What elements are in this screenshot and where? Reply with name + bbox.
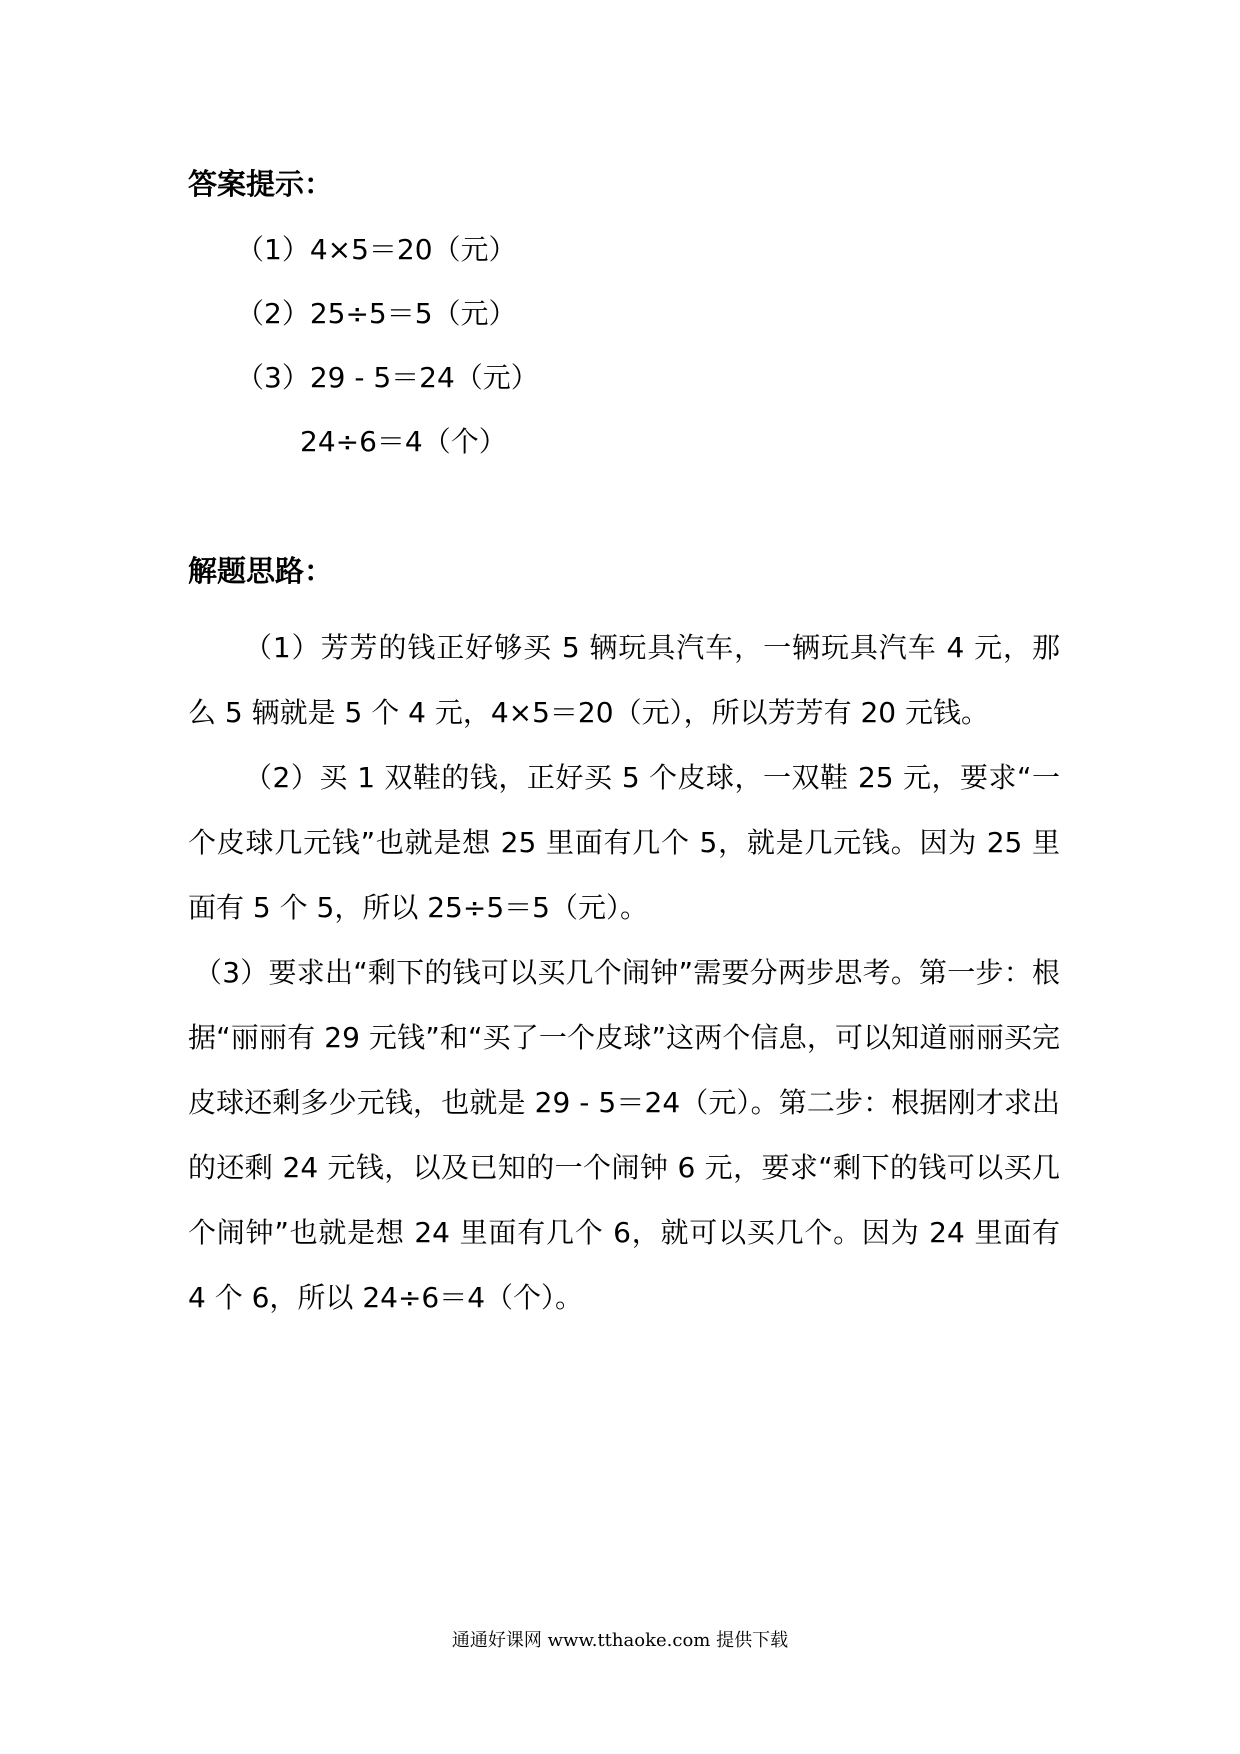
reasoning-heading: 解题思路： xyxy=(188,554,334,588)
reasoning-paragraph-3: （3）要求出“剩下的钱可以买几个闹钟”需要分两步思考。第一步：根据“丽丽有 29 元钱”和“买了一个皮球”这两个信息，可以知道丽丽买完皮球还剩多少元钱，也就是 29 - 5＝24（元）。第二步：根据刚才求出的还剩 24 元钱，以及已知的一个闹钟 6 元，要求“剩下的钱可以买几个闹钟”也就是想 24 里面有几个 6，就可以买几个。因为 24 里面有 4 个 6，所以 24÷6＝4（个）。 xyxy=(188,956,1060,1314)
answer-line-4: 24÷6＝4（个） xyxy=(300,425,507,458)
answers-heading: 答案提示： xyxy=(188,167,334,201)
answer-line-3: （3）29 - 5＝24（元） xyxy=(236,361,539,394)
footer-source: 通通好课网 www.tthaoke.com 提供下载 xyxy=(451,1630,789,1651)
answer-line-2: （2）25÷5＝5（元） xyxy=(236,297,517,330)
reasoning-paragraph-1: （1）芳芳的钱正好够买 5 辆玩具汽车，一辆玩具汽车 4 元，那么 5 辆就是 5 个 4 元，4×5＝20（元），所以芳芳有 20 元钱。 xyxy=(188,631,1060,729)
answer-line-1: （1）4×5＝20（元） xyxy=(236,233,517,266)
reasoning-paragraph-2: （2）买 1 双鞋的钱，正好买 5 个皮球，一双鞋 25 元，要求“一个皮球几元钱”也就是想 25 里面有几个 5，就是几元钱。因为 25 里面有 5 个 5，所以 25÷5＝5（元）。 xyxy=(188,761,1060,924)
